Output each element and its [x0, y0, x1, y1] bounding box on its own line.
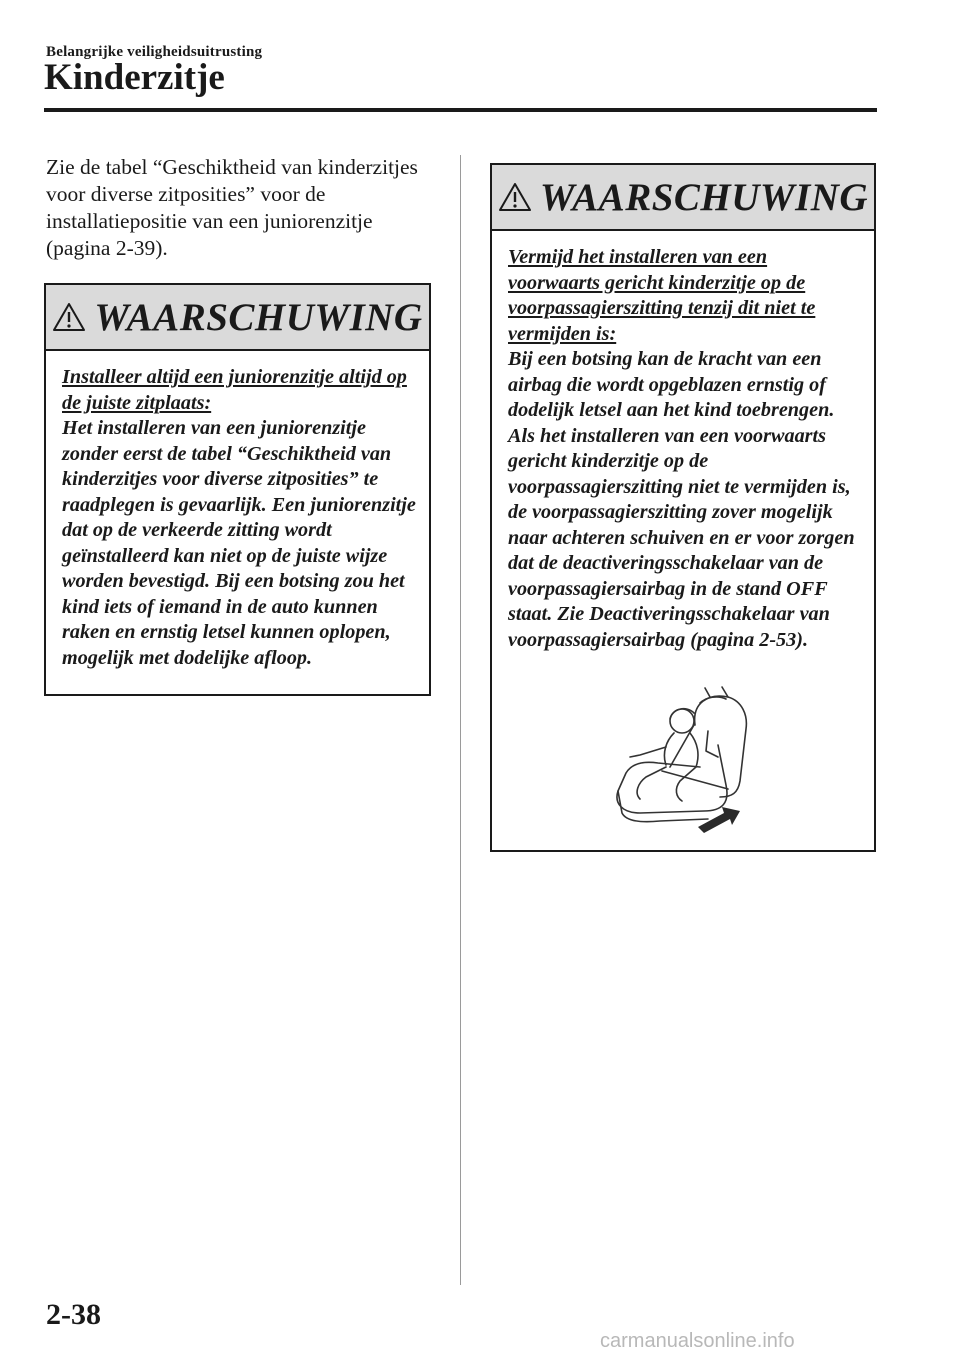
warning-title: WAARSCHUWING — [94, 295, 423, 339]
warning-box-right — [490, 163, 876, 852]
child-seat-illustration — [600, 685, 760, 835]
watermark: carmanualsonline.info — [600, 1330, 795, 1352]
warning-triangle-icon — [52, 302, 86, 332]
warning-text: Het installeren van een juniorenzitje zonder eerst de tabel “Geschiktheid van kinderzitjes voor diverse zitposities” te raadplegen is gevaarlijk. Een juniorenzitje dat op de verkeerde zitting wordt geïnstalleerd kan niet op de juiste wijze worden bevestigd. Bij een botsing zou het kind iets of iemand in de auto kunnen raken en ernstig letsel kunnen oplopen, mogelijk met dodelijke afloop. — [62, 417, 416, 669]
title-rule — [44, 108, 877, 112]
warning-header — [46, 285, 429, 351]
warning-header — [492, 165, 874, 231]
page-title: Kinderzitje — [44, 57, 225, 98]
warning-heading: Installeer altijd een juniorenzitje altijd op de juiste zitplaats: — [62, 366, 407, 414]
warning-heading: Vermijd het installeren van een voorwaarts gericht kinderzitje op de voorpassagierszitting tenzij dit niet te vermijden is: — [508, 246, 816, 345]
warning-box-left — [44, 283, 431, 696]
warning-body — [492, 231, 874, 665]
warning-text: Bij een botsing kan de kracht van een airbag die wordt opgeblazen ernstig of dodelijk letsel aan het kind toebrengen. Als het installeren van een voorwaarts gericht kinderzitje op de voorpassagierszitting niet te vermijden is, de voorpassagierszitting zover mogelijk naar achteren schuiven en er voor zorgen dat de deactiveringsschakelaar van de voorpassagiersairbag in de stand OFF staat. Zie Deactiveringsschakelaar van voorpassagiersairbag (pagina 2-53). — [508, 348, 855, 651]
intro-paragraph: Zie de tabel “Geschiktheid van kinderzitjes voor diverse zitposities” voor de installatiepositie van een juniorenzitje (pagina 2-39). — [46, 155, 418, 260]
warning-body — [46, 351, 429, 683]
page-number: 2-38 — [46, 1298, 101, 1331]
column-divider — [460, 155, 461, 1285]
section-label: Belangrijke veiligheidsuitrusting — [46, 44, 263, 60]
warning-title: WAARSCHUWING — [539, 175, 869, 219]
warning-triangle-icon — [498, 182, 532, 212]
